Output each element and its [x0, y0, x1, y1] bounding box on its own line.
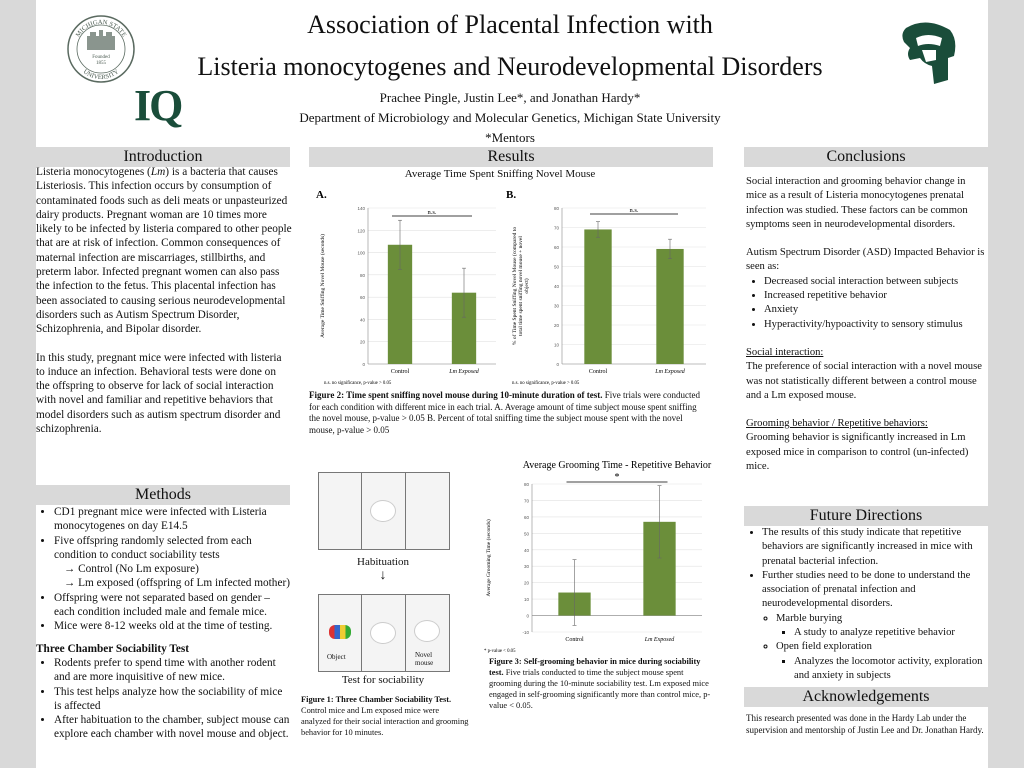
- y-tick-label: 60: [523, 514, 529, 520]
- fig1-caption: Figure 1: Three Chamber Sociability Test. Control mice and Lm exposed mice were analyzed for their social interaction and grooming behavior for 10 minutes.: [301, 695, 469, 737]
- mouse-image: [371, 501, 395, 521]
- y-tick-label: 140: [357, 206, 365, 211]
- bar: [656, 249, 683, 364]
- habituation-label: Habituation: [357, 556, 409, 568]
- y-tick-label: 30: [523, 564, 529, 570]
- significance-label: n.s.: [629, 207, 639, 214]
- y-tick-label: 50: [553, 264, 559, 270]
- y-tick-label: 10: [553, 342, 559, 348]
- exposed-group-line: → Lm exposed (offspring of Lm infected mother): [64, 577, 290, 590]
- significance-label: *: [614, 472, 620, 483]
- results-heading: Results: [309, 147, 713, 167]
- chart-footnote: * p-value < 0.05: [484, 649, 516, 654]
- asd-intro: Autism Spectrum Disorder (ASD) Impacted Behavior is seen as:: [746, 247, 985, 273]
- x-tick-label: Control: [588, 369, 608, 375]
- authors: Prachee Pingle, Justin Lee*, and Jonathan Hardy*: [379, 90, 641, 105]
- spartan-helmet-logo: [896, 20, 958, 86]
- y-tick-label: 0: [556, 362, 559, 367]
- subject-mouse-image: [371, 623, 395, 643]
- y-tick-label: 80: [359, 272, 365, 278]
- introduction-body: [36, 165, 292, 436]
- future-sub-marble: ◦ Marble burying: [776, 612, 988, 626]
- y-tick-label: 0: [362, 362, 365, 367]
- department: Department of Microbiology and Molecular Genetics, Michigan State University: [299, 110, 721, 125]
- acknowledgements-text: This research presented was done in the Hardy Lab under the supervision and mentorship of Justin Lee and Dr. Jonathan Hardy.: [746, 713, 984, 735]
- social-interaction-heading: Social interaction:: [746, 346, 824, 358]
- chart-title: Average Grooming Time - Repetitive Behavior: [522, 460, 712, 471]
- y-tick-label: 0: [526, 613, 529, 619]
- iq-logo: IQ: [134, 81, 182, 130]
- y-tick-label: 40: [359, 317, 365, 323]
- object-label: Object: [327, 653, 346, 661]
- y-tick-label: 70: [553, 225, 559, 231]
- right-margin: [988, 0, 1024, 768]
- chamber-test-box: [318, 594, 450, 672]
- chart-b-sniff-percent: [504, 186, 710, 386]
- y-axis-label: Average Time Sniffing Novel Mouse (seconds): [320, 234, 326, 338]
- asd-list: [746, 275, 986, 332]
- three-chamber-heading: Three Chamber Sociability Test: [36, 642, 190, 655]
- x-tick-label: Control: [390, 369, 410, 375]
- y-tick-label: 30: [553, 303, 559, 309]
- bar: [584, 229, 611, 364]
- intro-paragraph-2: In this study, pregnant mice were infected with listeria to induce an infection. Behavioral tests were done on the offspring to observe for lack of social interaction with novel and familiar and repetitive behaviors that model disorders such as autism spectrum disorder and schizophrenia.: [36, 351, 282, 436]
- fig2-caption: Figure 2: Time spent sniffing novel mouse during 10-minute duration of test. Five trials were conducted for each condition with different mice in each trial. A. Average amount of time subject mouse spent sniffing the novel mouse, p-value > 0.05 B. Percent of total sniffing time the subject mouse spent with the novel mouse, p-value > 0.05: [309, 390, 700, 435]
- chamber-bullet-1: • Rodents prefer to spend time with another rodent and are more inquisitive of new mice.: [54, 656, 292, 685]
- poster-title-line1: Association of Placental Infection with: [307, 10, 713, 39]
- y-tick-label: 80: [523, 482, 529, 487]
- future-directions-heading: Future Directions: [744, 506, 988, 526]
- y-axis-label: Average Grooming Time (seconds): [486, 519, 492, 597]
- intro-paragraph-1: Listeria monocytogenes (Lm) is a bacteria that causes Listeriosis. This infection occurs by consumption of contaminated foods such as deli meats or unpasteurized dairy products. Pregnant woman are 10 times more likely to be infected by listeria compared to other people that are at risk of infection. Common consequences of maternal infection are miscarriages, stillbirths, and preterm labor. Infected pregnant women can also pass the infection to the fetus. This placental infection has been associated to causing serious neurodevelopmental disorders such as Autism Spectrum Disorder, Schizophrenia, and Bipolar disorder.: [36, 166, 292, 336]
- fig3-caption: Figure 3: Self-grooming behavior in mice during sociability test. Five trials conducted to time the subject mouse spent grooming during the 10-minute sociability test. Lm exposed mice engaged in self-grooming significantly more than control mice, p-value < 0.05.: [489, 657, 711, 710]
- x-tick-label: Lm Exposed: [449, 369, 479, 375]
- fig2-title: Average Time Spent Sniffing Novel Mouse: [404, 168, 596, 180]
- asd-item: • Decreased social interaction between subjects: [764, 275, 986, 289]
- seal-year: 1855: [96, 61, 106, 66]
- methods-body: [36, 505, 292, 742]
- y-tick-label: 20: [359, 339, 365, 345]
- y-tick-label: 100: [357, 250, 365, 256]
- object-image: [329, 625, 351, 639]
- conclusions-heading: Conclusions: [744, 147, 988, 167]
- chamber-habituation-box: [318, 472, 450, 550]
- chamber-bullet-2: • This test helps analyze how the sociability of mice is affected: [54, 685, 292, 714]
- future-sub-openfield-detail: ▪ Analyzes the locomotor activity, exploration and anxiety in subjects: [794, 655, 988, 684]
- seal-founded: Founded: [92, 55, 110, 60]
- y-tick-label: 20: [523, 580, 529, 586]
- methods-bullet-1: • CD1 pregnant mice were infected with Listeria monocytogenes on day E14.5: [54, 505, 292, 534]
- y-tick-label: 40: [553, 284, 559, 289]
- future-directions-body: [744, 526, 988, 683]
- acknowledgements-heading: Acknowledgements: [744, 687, 988, 707]
- conclusions-paragraph-1: Social interaction and grooming behavior change in mice as a result of Listeria monocytogenes prenatal infection was studied. These factors can be common symptoms seen in neurodevelopmental disorders.: [746, 176, 968, 230]
- future-sub-openfield: ◦ Open field exploration: [776, 640, 988, 654]
- conclusions-body: [746, 175, 986, 474]
- panel-label: B.: [506, 189, 517, 201]
- chart-footnote: n.s. no significance, p-value > 0.05: [324, 381, 392, 386]
- y-tick-label: -10: [522, 630, 529, 635]
- poster-title-line2: Listeria monocytogenes and Neurodevelopmental Disorders: [197, 52, 823, 81]
- y-axis-label: % of Time Spent Sniffing Novel Mouse (compared tototal time spent sniffing novel mouse + novelobject): [512, 226, 530, 346]
- chart-a-sniff-time: [314, 186, 500, 386]
- novel-mouse-label: Novel mouse: [415, 651, 434, 667]
- future-bullet-1: • The results of this study indicate that repetitive behaviors are significantly increased in mice with prenatal bacterial infection.: [762, 526, 988, 569]
- future-bullet-2: • Further studies need to be done to understand the association of prenatal infection and neurodevelopmental disorders.: [762, 569, 988, 612]
- chart-grooming-time: [480, 456, 712, 656]
- x-tick-label: Lm Exposed: [655, 369, 685, 375]
- asd-item: • Increased repetitive behavior: [764, 289, 986, 303]
- chamber-bullet-3: • After habituation to the chamber, subject mouse can explore each chamber with novel mouse and object.: [54, 713, 292, 742]
- introduction-heading: Introduction: [36, 147, 290, 167]
- y-tick-label: 60: [359, 295, 365, 301]
- methods-bullet-4: • Mice were 8-12 weeks old at the time of testing.: [54, 619, 292, 633]
- grooming-text: Grooming behavior is significantly increased in Lm exposed mice in comparison to control (un-infected) mice.: [746, 432, 969, 473]
- mentors-note: *Mentors: [485, 130, 535, 145]
- y-tick-label: 40: [523, 547, 529, 553]
- x-tick-label: Control: [565, 637, 584, 643]
- asd-item: • Hyperactivity/hypoactivity to sensory stimulus: [764, 318, 986, 332]
- y-tick-label: 120: [357, 228, 365, 234]
- seal-bottom-text: UNIVERSITY: [81, 68, 121, 82]
- significance-label: n.s.: [427, 209, 437, 216]
- panel-label: A.: [316, 189, 327, 201]
- novel-mouse-image: [415, 621, 439, 641]
- future-sub-marble-detail: ▪ A study to analyze repetitive behavior: [794, 626, 988, 640]
- test-sociability-label: Test for sociability: [341, 674, 425, 686]
- y-tick-label: 70: [523, 498, 529, 504]
- y-tick-label: 60: [553, 245, 559, 250]
- down-arrow-icon: ↓: [379, 568, 387, 583]
- methods-bullet-3: • Offspring were not separated based on gender – each condition included male and female mice.: [54, 591, 292, 620]
- control-group-line: → Control (No Lm exposure): [64, 563, 199, 576]
- asd-item: • Anxiety: [764, 303, 986, 317]
- methods-heading: Methods: [36, 485, 290, 505]
- chart-footnote: n.s. no significance, p-value > 0.05: [512, 381, 580, 386]
- social-interaction-text: The preference of social interaction with a novel mouse was not statistically different between a control mouse and a Lm exposed mouse.: [746, 361, 982, 401]
- msu-seal-logo: [66, 14, 136, 84]
- y-tick-label: 10: [523, 597, 529, 603]
- seal-top-text: MICHIGAN STATE: [74, 18, 128, 39]
- y-tick-label: 80: [553, 206, 559, 211]
- grooming-heading: Grooming behavior / Repetitive behaviors:: [746, 418, 928, 430]
- methods-bullet-2: • Five offspring randomly selected from each condition to conduct sociability tests: [54, 534, 292, 563]
- y-tick-label: 50: [523, 531, 529, 537]
- x-tick-label: Lm Exposed: [644, 637, 675, 643]
- y-tick-label: 20: [553, 323, 559, 328]
